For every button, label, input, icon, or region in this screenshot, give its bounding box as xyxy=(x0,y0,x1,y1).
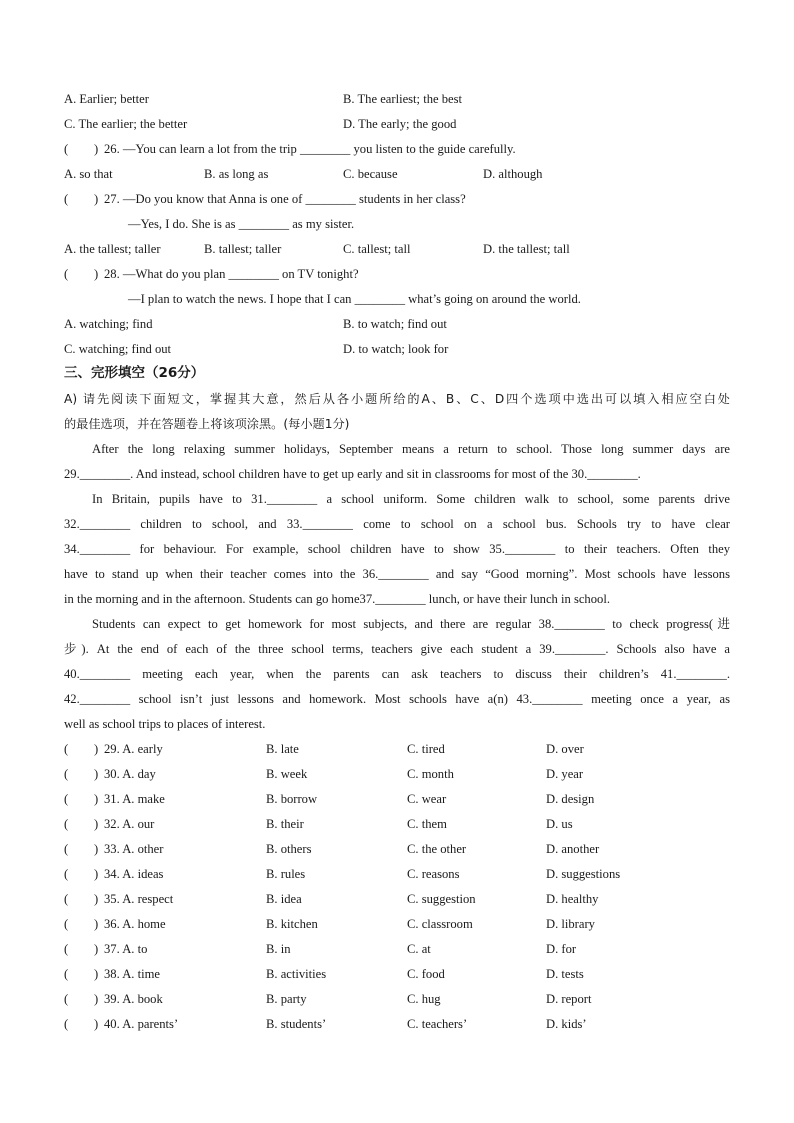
question-28-reply: —I plan to watch the news. I hope that I can ________ what’s going on around the world. xyxy=(128,292,581,306)
answer-paren-close: ) xyxy=(94,742,99,756)
q26-option-c: C. because xyxy=(343,167,398,181)
choice-b: B. kitchen xyxy=(266,917,318,931)
answer-paren-close: ) xyxy=(94,967,99,981)
q28-option-a: A. watching; find xyxy=(64,317,153,331)
q27-option-a: A. the tallest; taller xyxy=(64,242,161,256)
choice-b: B. rules xyxy=(266,867,306,881)
answer-paren-close: ) xyxy=(94,842,99,856)
choice-d: D. over xyxy=(546,742,584,756)
answer-paren-open: ( xyxy=(64,742,69,756)
answer-paren-close: ) xyxy=(94,917,99,931)
choice-a: 38. A. time xyxy=(104,967,160,981)
q27-option-c: C. tallest; tall xyxy=(343,242,411,256)
question-27-stem: 27. —Do you know that Anna is one of ________ students in her class? xyxy=(104,192,466,206)
choice-a: 34. A. ideas xyxy=(104,867,164,881)
passage-line: 40.________ meeting each year, when the parents can ask teachers to discuss their children’s 41.________. xyxy=(64,667,730,681)
choice-a: 33. A. other xyxy=(104,842,164,856)
q26-option-d: D. although xyxy=(483,167,543,181)
answer-paren-open: ( xyxy=(64,967,69,981)
q27-option-d: D. the tallest; tall xyxy=(483,242,570,256)
choice-d: D. design xyxy=(546,792,595,806)
q26-option-a: A. so that xyxy=(64,167,113,181)
choice-a: 29. A. early xyxy=(104,742,163,756)
answer-paren-open: ( xyxy=(64,917,69,931)
choice-c: C. tired xyxy=(407,742,445,756)
choice-b: B. in xyxy=(266,942,291,956)
passage-line: In Britain, pupils have to 31.________ a school uniform. Some children walk to school, some parents drive xyxy=(92,492,730,506)
choice-d: D. healthy xyxy=(546,892,599,906)
answer-paren-open: ( xyxy=(64,1017,69,1031)
choice-b: B. party xyxy=(266,992,307,1006)
choice-c: C. reasons xyxy=(407,867,460,881)
choice-c: C. the other xyxy=(407,842,467,856)
choice-d: D. another xyxy=(546,842,600,856)
option-b-q25: B. The earliest; the best xyxy=(343,92,463,106)
choice-d: D. for xyxy=(546,942,577,956)
choice-d: D. library xyxy=(546,917,595,931)
choice-b: B. week xyxy=(266,767,308,781)
passage-line: 29.________. And instead, school children have to get up early and sit in classrooms for most of the 30.________. xyxy=(64,467,641,481)
choice-d: D. tests xyxy=(546,967,584,981)
answer-paren-open: ( xyxy=(64,892,69,906)
choice-c: C. classroom xyxy=(407,917,473,931)
question-28-stem: 28. —What do you plan ________ on TV tonight? xyxy=(104,267,359,281)
choice-b: B. borrow xyxy=(266,792,318,806)
choice-d: D. year xyxy=(546,767,584,781)
option-c-q25: C. The earlier; the better xyxy=(64,117,188,131)
choice-c: C. them xyxy=(407,817,447,831)
choice-b: B. their xyxy=(266,817,304,831)
question-26-stem: 26. —You can learn a lot from the trip ________ you listen to the guide carefully. xyxy=(104,142,516,156)
answer-paren-close: ) xyxy=(94,792,99,806)
choice-d: D. report xyxy=(546,992,592,1006)
passage-line: in the morning and in the afternoon. Students can go home37.________ lunch, or have their lunch in school. xyxy=(64,592,610,606)
choice-c: C. suggestion xyxy=(407,892,476,906)
choice-a: 37. A. to xyxy=(104,942,148,956)
choice-d: D. suggestions xyxy=(546,867,621,881)
choice-b: B. others xyxy=(266,842,312,856)
choice-a: 39. A. book xyxy=(104,992,163,1006)
answer-paren-open: ( xyxy=(64,792,69,806)
choice-c: C. month xyxy=(407,767,454,781)
answer-paren-close: ) xyxy=(94,142,99,156)
option-a-q25: A. Earlier; better xyxy=(64,92,149,106)
section-title: 三、完形填空（26分） xyxy=(64,365,205,381)
answer-paren-open: ( xyxy=(64,942,69,956)
answer-paren-close: ) xyxy=(94,867,99,881)
choice-a: 36. A. home xyxy=(104,917,166,931)
q28-option-c: C. watching; find out xyxy=(64,342,172,356)
answer-paren-open: ( xyxy=(64,142,69,156)
choice-c: C. wear xyxy=(407,792,447,806)
option-d-q25: D. The early; the good xyxy=(343,117,457,131)
choice-c: C. hug xyxy=(407,992,441,1006)
choice-a: 30. A. day xyxy=(104,767,156,781)
answer-paren-open: ( xyxy=(64,992,69,1006)
choice-a: 35. A. respect xyxy=(104,892,174,906)
answer-paren-close: ) xyxy=(94,817,99,831)
passage-line: have to stand up when their teacher comes into the 36.________ and say “Good morning”. Most schools have lessons xyxy=(64,567,730,581)
choice-d: D. us xyxy=(546,817,573,831)
q27-option-b: B. tallest; taller xyxy=(204,242,282,256)
section-instruction-line-1: A) 请先阅读下面短文，掌握其大意，然后从各小题所给的A、B、C、D四个选项中选出可以填入相应空白处 xyxy=(64,392,730,406)
passage-line: 42.________ school isn’t just lessons and homework. Most schools have a(n) 43.________ meeting once a year, as xyxy=(64,692,730,706)
choice-a: 31. A. make xyxy=(104,792,165,806)
choice-b: B. late xyxy=(266,742,299,756)
choice-a: 32. A. our xyxy=(104,817,155,831)
answer-paren-close: ) xyxy=(94,892,99,906)
choice-b: B. students’ xyxy=(266,1017,327,1031)
choice-c: C. at xyxy=(407,942,431,956)
answer-paren-close: ) xyxy=(94,192,99,206)
choice-d: D. kids’ xyxy=(546,1017,587,1031)
answer-paren-open: ( xyxy=(64,842,69,856)
section-instruction-line-2: 的最佳选项，并在答题卷上将该项涂黑。(每小题1分) xyxy=(64,417,350,431)
passage-line: well as school trips to places of interest. xyxy=(64,717,266,731)
choice-a: 40. A. parents’ xyxy=(104,1017,179,1031)
choice-b: B. activities xyxy=(266,967,327,981)
answer-paren-open: ( xyxy=(64,817,69,831)
q28-option-b: B. to watch; find out xyxy=(343,317,447,331)
passage-line: 步). At the end of each of the three school terms, teachers give each student a 39.________. Schools also have a xyxy=(64,642,730,656)
answer-paren-open: ( xyxy=(64,192,69,206)
answer-paren-close: ) xyxy=(94,1017,99,1031)
answer-paren-open: ( xyxy=(64,767,69,781)
answer-paren-open: ( xyxy=(64,867,69,881)
q28-option-d: D. to watch; look for xyxy=(343,342,449,356)
answer-paren-close: ) xyxy=(94,992,99,1006)
passage-line: After the long relaxing summer holidays, September means a return to school. Those long summer days are xyxy=(92,442,730,456)
answer-paren-close: ) xyxy=(94,942,99,956)
choice-c: C. teachers’ xyxy=(407,1017,468,1031)
question-27-reply: —Yes, I do. She is as ________ as my sister. xyxy=(128,217,355,231)
passage-line: Students can expect to get homework for most subjects, and there are regular 38.________ to check progress(进 xyxy=(92,617,730,631)
passage-line: 32.________ children to school, and 33.________ come to school on a school bus. Schools try to have clear xyxy=(64,517,730,531)
passage-line: 34.________ for behaviour. For example, school children have to show 35.________ to their teachers. Often they xyxy=(64,542,730,556)
answer-paren-close: ) xyxy=(94,767,99,781)
q26-option-b: B. as long as xyxy=(204,167,269,181)
answer-paren-open: ( xyxy=(64,267,69,281)
choice-c: C. food xyxy=(407,967,445,981)
choice-b: B. idea xyxy=(266,892,302,906)
answer-paren-close: ) xyxy=(94,267,99,281)
